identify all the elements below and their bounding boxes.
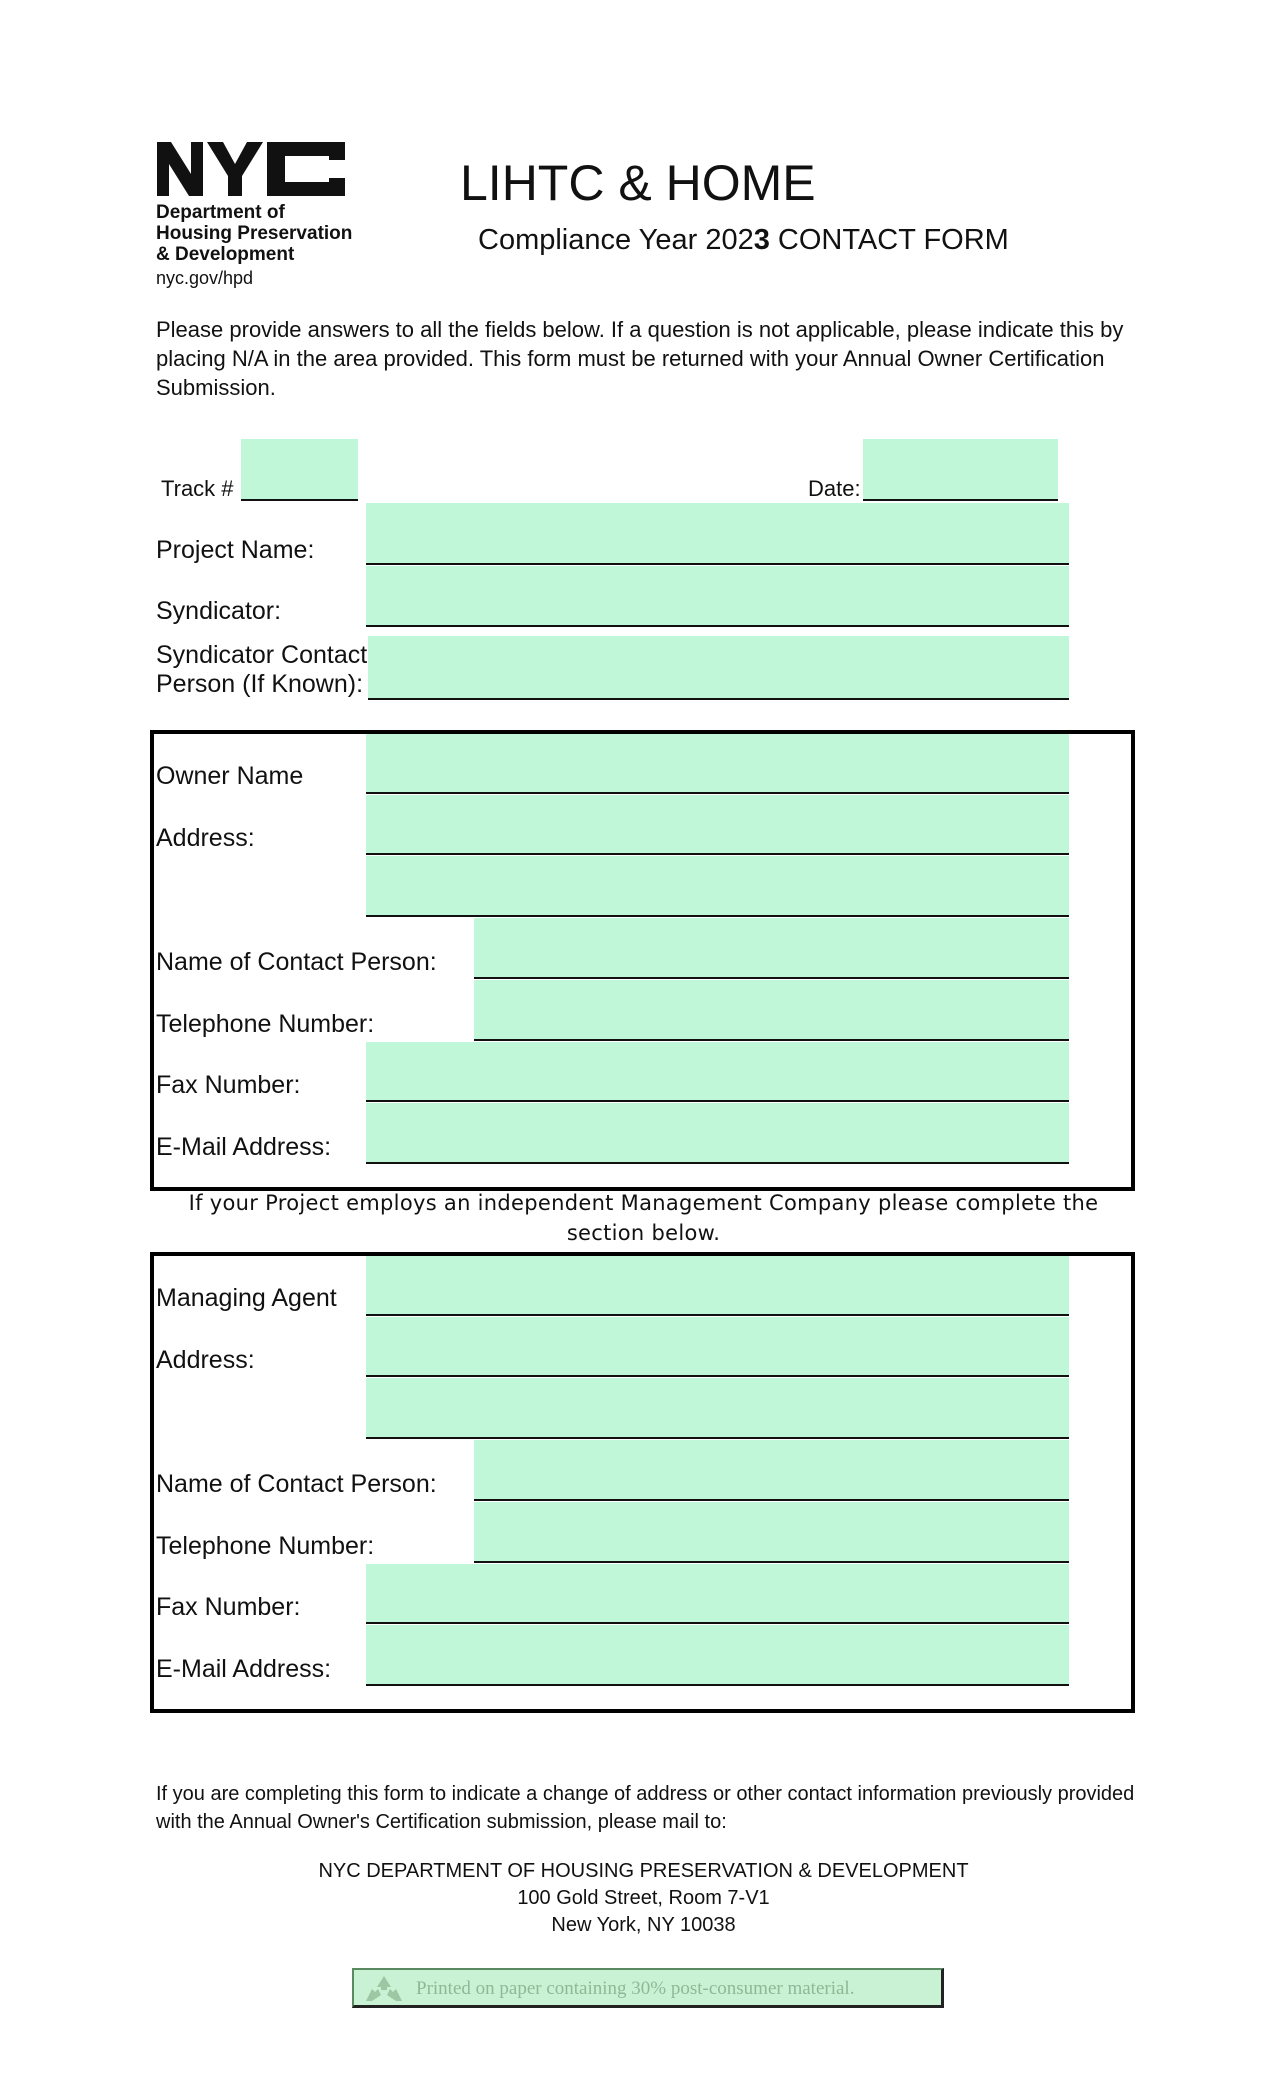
address-line: NYC DEPARTMENT OF HOUSING PRESERVATION & DEVELOPMENT: [318, 1860, 969, 1882]
agent-email-field[interactable]: [366, 1625, 1069, 1686]
change-of-address-note: If you are completing this form to indicate a change of address or other contact information previously provided with the Annual Owner's Certification submission, please mail to:: [156, 1783, 1135, 1833]
form-subtitle: [478, 223, 1009, 257]
syndicator-contact-field[interactable]: [368, 636, 1069, 700]
agent-contact-field[interactable]: [474, 1440, 1069, 1501]
owner-fax-label: Fax Number:: [156, 1071, 301, 1099]
agent-phone-field[interactable]: [474, 1502, 1069, 1563]
nyc-logo: [155, 138, 355, 205]
agent-fax-field[interactable]: [366, 1564, 1069, 1624]
owner-address-line2-field[interactable]: [366, 856, 1069, 917]
syndicator-contact-label-line2: Person (If Known):: [156, 670, 364, 698]
owner-email-field[interactable]: [366, 1103, 1069, 1164]
instructions-text: Please provide answers to all the fields below. If a question is not applicable, please indicate this by placing N/A in the area provided. This form must be returned with your Annual Owner Certification Submission.: [156, 317, 1124, 400]
owner-contact-field[interactable]: [474, 918, 1069, 979]
department-line: & Development: [156, 244, 295, 265]
owner-phone-label: Telephone Number:: [156, 1010, 375, 1038]
agent-name-field[interactable]: [366, 1256, 1069, 1316]
date-label: Date:: [808, 476, 861, 501]
website-url: nyc.gov/hpd: [156, 268, 254, 288]
mailing-address: [156, 1858, 1131, 1939]
track-number-field[interactable]: [241, 439, 358, 501]
recycled-paper-banner: [352, 1968, 944, 2008]
agent-address-label: Address:: [156, 1346, 255, 1374]
department-line: Department of: [156, 202, 285, 223]
owner-contact-label: Name of Contact Person:: [156, 948, 437, 976]
agent-address-line2-field[interactable]: [366, 1378, 1069, 1439]
address-line: New York, NY 10038: [551, 1914, 736, 1936]
agent-name-label: Managing Agent: [156, 1284, 337, 1312]
subtitle-year-digit: 3: [753, 224, 770, 256]
owner-name-field[interactable]: [366, 734, 1069, 794]
agent-email-label: E-Mail Address:: [156, 1655, 332, 1683]
agent-contact-label: Name of Contact Person:: [156, 1470, 437, 1498]
address-line: 100 Gold Street, Room 7-V1: [517, 1887, 770, 1909]
owner-address-label: Address:: [156, 824, 255, 852]
recycled-paper-text: Printed on paper containing 30% post-consumer material.: [416, 1978, 855, 1999]
date-field[interactable]: [863, 439, 1058, 501]
owner-email-label: E-Mail Address:: [156, 1133, 332, 1161]
department-line: Housing Preservation: [156, 223, 353, 244]
project-name-label: Project Name:: [156, 536, 315, 564]
syndicator-contact-label-line1: Syndicator Contact: [156, 641, 368, 669]
agent-phone-label: Telephone Number:: [156, 1532, 375, 1560]
form-title: LIHTC & HOME: [460, 155, 816, 211]
owner-fax-field[interactable]: [366, 1042, 1069, 1102]
project-name-field[interactable]: [366, 503, 1069, 565]
track-label: Track #: [161, 476, 234, 501]
syndicator-label: Syndicator:: [156, 597, 282, 625]
owner-address-line1-field[interactable]: [366, 795, 1069, 855]
subtitle-prefix: Compliance Year 202: [478, 224, 754, 256]
department-name: [156, 202, 352, 265]
syndicator-field[interactable]: [366, 566, 1069, 627]
management-company-note: If your Project employs an independent Management Company please complete the section below.: [188, 1191, 1099, 1245]
subtitle-suffix: CONTACT FORM: [769, 224, 1009, 256]
recycle-icon: [360, 1973, 408, 2010]
agent-fax-label: Fax Number:: [156, 1593, 301, 1621]
owner-phone-field[interactable]: [474, 980, 1069, 1041]
agent-address-line1-field[interactable]: [366, 1317, 1069, 1377]
owner-name-label: Owner Name: [156, 762, 304, 790]
